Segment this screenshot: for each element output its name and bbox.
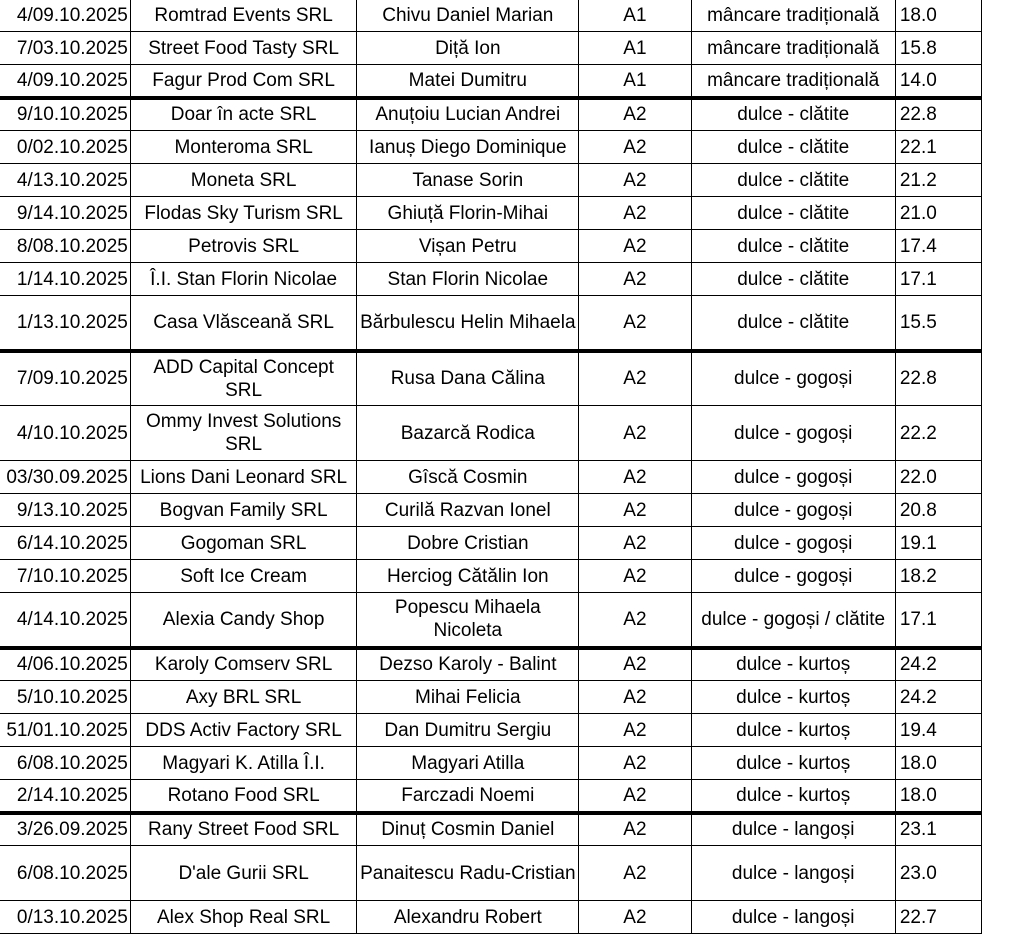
cell-date: 4/09.10.2025 xyxy=(0,0,130,32)
table-row xyxy=(0,846,982,901)
cell-amount: 22.7 xyxy=(895,901,981,934)
cell-date: 8/08.10.2025 xyxy=(0,230,130,263)
cell-representative: Bărbulescu Helin Mihaela xyxy=(357,296,579,351)
cell-company: Fagur Prod Com SRL xyxy=(130,65,357,98)
cell-amount: 17.1 xyxy=(895,593,981,648)
cell-representative: Chivu Daniel Marian xyxy=(357,0,579,32)
cell-category: dulce - langoși xyxy=(691,813,895,846)
cell-amount: 22.0 xyxy=(895,461,981,494)
table-row xyxy=(0,681,982,714)
table-row xyxy=(0,560,982,593)
cell-representative: Ghiuță Florin-Mihai xyxy=(357,197,579,230)
cell-category: dulce - gogoși xyxy=(691,461,895,494)
cell-amount: 24.2 xyxy=(895,681,981,714)
cell-amount: 18.2 xyxy=(895,560,981,593)
table-row xyxy=(0,648,982,681)
cell-company: Alexia Candy Shop xyxy=(130,593,357,648)
cell-category: dulce - gogoși xyxy=(691,406,895,461)
cell-zone: A1 xyxy=(579,32,691,65)
table-row xyxy=(0,131,982,164)
cell-representative: Rusa Dana Călina xyxy=(357,351,579,406)
cell-amount: 21.0 xyxy=(895,197,981,230)
cell-date: 6/08.10.2025 xyxy=(0,846,130,901)
cell-representative: Farczadi Noemi xyxy=(357,780,579,813)
cell-representative: Anuțoiu Lucian Andrei xyxy=(357,98,579,131)
cell-date: 51/01.10.2025 xyxy=(0,714,130,747)
cell-date: 2/14.10.2025 xyxy=(0,780,130,813)
table-row xyxy=(0,296,982,351)
table-row xyxy=(0,263,982,296)
cell-amount: 20.8 xyxy=(895,494,981,527)
cell-category: dulce - clătite xyxy=(691,230,895,263)
cell-category: dulce - gogoși xyxy=(691,560,895,593)
cell-amount: 18.0 xyxy=(895,747,981,780)
table-row xyxy=(0,901,982,934)
table-row xyxy=(0,527,982,560)
cell-company: DDS Activ Factory SRL xyxy=(130,714,357,747)
table-row xyxy=(0,714,982,747)
cell-representative: Stan Florin Nicolae xyxy=(357,263,579,296)
cell-zone: A2 xyxy=(579,230,691,263)
cell-zone: A2 xyxy=(579,351,691,406)
cell-category: dulce - langoși xyxy=(691,846,895,901)
cell-zone: A2 xyxy=(579,560,691,593)
cell-date: 4/10.10.2025 xyxy=(0,406,130,461)
cell-representative: Curilă Razvan Ionel xyxy=(357,494,579,527)
cell-representative: Magyari Atilla xyxy=(357,747,579,780)
cell-amount: 22.2 xyxy=(895,406,981,461)
table-row xyxy=(0,494,982,527)
cell-zone: A2 xyxy=(579,527,691,560)
cell-zone: A2 xyxy=(579,406,691,461)
table-row xyxy=(0,164,982,197)
table-row xyxy=(0,197,982,230)
cell-company: Ommy Invest Solutions SRL xyxy=(130,406,357,461)
cell-zone: A2 xyxy=(579,461,691,494)
cell-amount: 19.1 xyxy=(895,527,981,560)
cell-zone: A2 xyxy=(579,164,691,197)
cell-category: dulce - kurtoș xyxy=(691,681,895,714)
cell-company: Doar în acte SRL xyxy=(130,98,357,131)
cell-category: dulce - kurtoș xyxy=(691,648,895,681)
cell-company: ADD Capital Concept SRL xyxy=(130,351,357,406)
cell-date: 9/13.10.2025 xyxy=(0,494,130,527)
cell-representative: Matei Dumitru xyxy=(357,65,579,98)
cell-category: dulce - gogoși xyxy=(691,527,895,560)
table-row xyxy=(0,461,982,494)
cell-representative: Alexandru Robert xyxy=(357,901,579,934)
table-row xyxy=(0,32,982,65)
cell-date: 03/30.09.2025 xyxy=(0,461,130,494)
cell-category: dulce - clătite xyxy=(691,263,895,296)
cell-zone: A2 xyxy=(579,296,691,351)
cell-category: dulce - clătite xyxy=(691,98,895,131)
cell-representative: Popescu Mihaela Nicoleta xyxy=(357,593,579,648)
cell-company: Alex Shop Real SRL xyxy=(130,901,357,934)
cell-category: dulce - kurtoș xyxy=(691,714,895,747)
table-row xyxy=(0,65,982,98)
cell-date: 4/14.10.2025 xyxy=(0,593,130,648)
cell-amount: 19.4 xyxy=(895,714,981,747)
cell-zone: A1 xyxy=(579,0,691,32)
cell-amount: 23.1 xyxy=(895,813,981,846)
cell-date: 6/14.10.2025 xyxy=(0,527,130,560)
table-row xyxy=(0,813,982,846)
cell-category: dulce - clătite xyxy=(691,131,895,164)
cell-category: dulce - langoși xyxy=(691,901,895,934)
cell-representative: Bazarcă Rodica xyxy=(357,406,579,461)
cell-date: 4/09.10.2025 xyxy=(0,65,130,98)
table-row xyxy=(0,230,982,263)
cell-company: Lions Dani Leonard SRL xyxy=(130,461,357,494)
cell-company: Î.I. Stan Florin Nicolae xyxy=(130,263,357,296)
cell-amount: 22.8 xyxy=(895,351,981,406)
cell-amount: 17.4 xyxy=(895,230,981,263)
cell-category: dulce - clătite xyxy=(691,164,895,197)
cell-representative: Herciog Cătălin Ion xyxy=(357,560,579,593)
cell-representative: Tanase Sorin xyxy=(357,164,579,197)
cell-company: Soft Ice Cream xyxy=(130,560,357,593)
cell-category: dulce - gogoși / clătite xyxy=(691,593,895,648)
cell-representative: Vișan Petru xyxy=(357,230,579,263)
cell-company: Flodas Sky Turism SRL xyxy=(130,197,357,230)
table-row xyxy=(0,747,982,780)
cell-company: Bogvan Family SRL xyxy=(130,494,357,527)
cell-category: dulce - kurtoș xyxy=(691,780,895,813)
cell-representative: Panaitescu Radu-Cristian xyxy=(357,846,579,901)
cell-zone: A2 xyxy=(579,593,691,648)
cell-date: 7/09.10.2025 xyxy=(0,351,130,406)
cell-company: D'ale Gurii SRL xyxy=(130,846,357,901)
cell-zone: A2 xyxy=(579,780,691,813)
cell-zone: A2 xyxy=(579,747,691,780)
cell-date: 4/13.10.2025 xyxy=(0,164,130,197)
cell-company: Rotano Food SRL xyxy=(130,780,357,813)
cell-company: Gogoman SRL xyxy=(130,527,357,560)
cell-date: 7/10.10.2025 xyxy=(0,560,130,593)
cell-representative: Mihai Felicia xyxy=(357,681,579,714)
cell-company: Petrovis SRL xyxy=(130,230,357,263)
cell-zone: A2 xyxy=(579,846,691,901)
cell-company: Street Food Tasty SRL xyxy=(130,32,357,65)
cell-company: Moneta SRL xyxy=(130,164,357,197)
cell-category: dulce - gogoși xyxy=(691,494,895,527)
cell-zone: A1 xyxy=(579,65,691,98)
cell-company: Romtrad Events SRL xyxy=(130,0,357,32)
cell-date: 3/26.09.2025 xyxy=(0,813,130,846)
table-row xyxy=(0,351,982,406)
cell-amount: 21.2 xyxy=(895,164,981,197)
cell-category: dulce - clătite xyxy=(691,197,895,230)
cell-zone: A2 xyxy=(579,263,691,296)
cell-representative: Dinuț Cosmin Daniel xyxy=(357,813,579,846)
cell-zone: A2 xyxy=(579,131,691,164)
cell-company: Axy BRL SRL xyxy=(130,681,357,714)
cell-amount: 18.0 xyxy=(895,0,981,32)
cell-representative: Dan Dumitru Sergiu xyxy=(357,714,579,747)
cell-amount: 14.0 xyxy=(895,65,981,98)
cell-date: 0/02.10.2025 xyxy=(0,131,130,164)
cell-amount: 15.8 xyxy=(895,32,981,65)
table-row xyxy=(0,0,982,32)
cell-date: 1/14.10.2025 xyxy=(0,263,130,296)
table-row xyxy=(0,406,982,461)
cell-date: 7/03.10.2025 xyxy=(0,32,130,65)
cell-date: 0/13.10.2025 xyxy=(0,901,130,934)
cell-date: 9/10.10.2025 xyxy=(0,98,130,131)
cell-zone: A2 xyxy=(579,648,691,681)
cell-zone: A2 xyxy=(579,681,691,714)
cell-category: dulce - clătite xyxy=(691,296,895,351)
cell-representative: Dezso Karoly - Balint xyxy=(357,648,579,681)
cell-amount: 22.8 xyxy=(895,98,981,131)
cell-representative: Ianuș Diego Dominique xyxy=(357,131,579,164)
cell-representative: Diță Ion xyxy=(357,32,579,65)
cell-zone: A2 xyxy=(579,197,691,230)
cell-company: Monteroma SRL xyxy=(130,131,357,164)
cell-amount: 17.1 xyxy=(895,263,981,296)
cell-zone: A2 xyxy=(579,901,691,934)
cell-date: 5/10.10.2025 xyxy=(0,681,130,714)
cell-amount: 15.5 xyxy=(895,296,981,351)
cell-category: mâncare tradițională xyxy=(691,32,895,65)
cell-company: Casa Vlăsceană SRL xyxy=(130,296,357,351)
cell-zone: A2 xyxy=(579,813,691,846)
cell-representative: Dobre Cristian xyxy=(357,527,579,560)
cell-category: dulce - kurtoș xyxy=(691,747,895,780)
cell-amount: 23.0 xyxy=(895,846,981,901)
cell-date: 1/13.10.2025 xyxy=(0,296,130,351)
cell-category: mâncare tradițională xyxy=(691,65,895,98)
cell-date: 6/08.10.2025 xyxy=(0,747,130,780)
cell-category: dulce - gogoși xyxy=(691,351,895,406)
table-row xyxy=(0,98,982,131)
cell-amount: 18.0 xyxy=(895,780,981,813)
table-row xyxy=(0,780,982,813)
cell-representative: Gîscă Cosmin xyxy=(357,461,579,494)
cell-category: mâncare tradițională xyxy=(691,0,895,32)
cell-amount: 22.1 xyxy=(895,131,981,164)
cell-zone: A2 xyxy=(579,714,691,747)
cell-date: 4/06.10.2025 xyxy=(0,648,130,681)
cell-company: Karoly Comserv SRL xyxy=(130,648,357,681)
cell-zone: A2 xyxy=(579,494,691,527)
cell-zone: A2 xyxy=(579,98,691,131)
cell-amount: 24.2 xyxy=(895,648,981,681)
cell-company: Magyari K. Atilla Î.I. xyxy=(130,747,357,780)
table-row xyxy=(0,593,982,648)
cell-company: Rany Street Food SRL xyxy=(130,813,357,846)
cell-date: 9/14.10.2025 xyxy=(0,197,130,230)
